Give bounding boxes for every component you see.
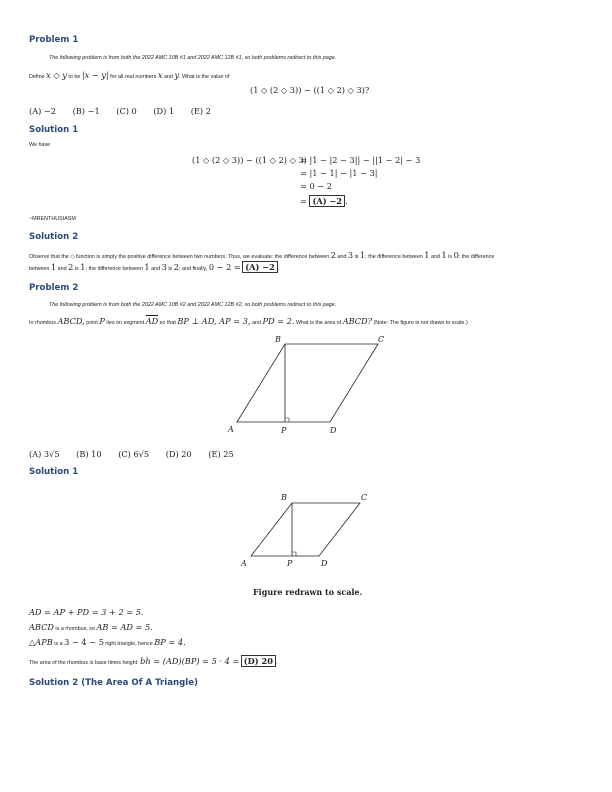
- problem2-choices: [29, 449, 248, 459]
- answer-choice: (C) 0: [116, 106, 137, 116]
- label-d: D: [330, 426, 337, 435]
- label-p: P: [281, 426, 287, 435]
- math-expr: AB = AD = 5.: [96, 622, 153, 632]
- label-b: B: [275, 335, 281, 344]
- label-c: C: [361, 493, 368, 502]
- rhombus-figure-2: [235, 488, 380, 572]
- math-expr: bh = (AD)(BP) = 5 · 4 =: [140, 656, 240, 666]
- text: ; and finally,: [178, 266, 208, 272]
- text: and: [151, 266, 161, 272]
- rhombus-outline: [251, 503, 360, 556]
- number: 1: [424, 250, 430, 260]
- label-b: B: [281, 493, 287, 502]
- solution-line2: = |1 − 1| − |1 − 3|: [300, 168, 378, 178]
- text: ; the difference between: [85, 266, 143, 272]
- stmt-text: and: [163, 74, 173, 80]
- math-expr: PD = 2.: [262, 316, 295, 326]
- answer-choice: (D) 1: [153, 106, 175, 116]
- math-var: ABCD: [29, 622, 54, 632]
- number: 1: [441, 250, 447, 260]
- stmt-text: for all real numbers: [110, 74, 157, 80]
- number: 2: [173, 262, 179, 272]
- stmt-text: . What is the value of: [179, 74, 230, 80]
- number: 2: [68, 262, 74, 272]
- answer-choice: (C) 6√5: [118, 449, 150, 459]
- equation-rhombus: [29, 622, 153, 632]
- problem1-note: The following problem is from both the 2022 AMC 10B #1 and 2022 AMC 12B #1, so both problems redirect to this page.: [49, 55, 337, 61]
- author-signature[interactable]: ~MRENTHUSIASM: [29, 216, 76, 222]
- boxed-answer-text: (A) −2: [245, 262, 275, 272]
- solution-line1: = |1 − |2 − 3|| − ||1 − 2| − 3: [300, 155, 421, 165]
- area-statement: [29, 656, 277, 666]
- label-p: P: [287, 559, 293, 568]
- equation-triangle: [29, 637, 186, 647]
- text: right triangle, hence: [105, 641, 153, 647]
- math-var: ABCD?: [342, 316, 372, 326]
- rhombus-outline: [237, 344, 378, 422]
- answer-choice: (B) 10: [76, 449, 102, 459]
- period: .: [345, 196, 348, 206]
- number: 1: [80, 262, 86, 272]
- label-a: A: [228, 425, 234, 434]
- text: is a rhombus, so: [55, 626, 95, 632]
- answer-choice: (E) 2: [190, 106, 211, 116]
- boxed-answer-text: (A) −2: [312, 196, 342, 206]
- text: In rhombus: [29, 320, 56, 326]
- problem2-statement: [29, 316, 468, 326]
- answer-choice: (E) 25: [208, 449, 234, 459]
- boxed-answer-text: (D) 20: [243, 656, 273, 666]
- text: What is the area of: [295, 320, 342, 326]
- problem1-heading: Problem 1: [29, 35, 79, 45]
- text: between: [29, 266, 50, 272]
- text: ; the difference: [458, 254, 495, 260]
- answer-choice: (A) 3√5: [29, 449, 60, 459]
- label-c: C: [378, 335, 385, 344]
- answer-choice: (D) 20: [165, 449, 192, 459]
- equation-ad: AD = AP + PD = 3 + 2 = 5.: [29, 607, 144, 617]
- problem2-note: The following problem is from both the 2022 AMC 10B #2 and 2022 AMC 12B #2, so both problems redirect to this page.: [49, 302, 337, 308]
- text: is: [74, 266, 79, 272]
- text: ; the difference between: [365, 254, 423, 260]
- boxed-answer: [309, 195, 345, 207]
- text: is a: [54, 641, 63, 647]
- text: point: [86, 320, 98, 326]
- label-d: D: [321, 559, 328, 568]
- math-var: $\overline{AD}$: [145, 316, 159, 326]
- problem1-statement: [29, 70, 229, 80]
- number: 0: [453, 250, 459, 260]
- period: .: [277, 266, 280, 272]
- math-var: P: [99, 316, 105, 326]
- equals-sign: =: [300, 196, 307, 206]
- problem1-display-expr: (1 ◇ (2 ◇ 3)) − ((1 ◇ 2) ◇ 3)?: [250, 85, 370, 95]
- number: 1: [144, 262, 150, 272]
- solution-line4: [300, 196, 348, 206]
- text: lies on segment: [106, 320, 145, 326]
- answer-choice: (A) −2: [29, 106, 56, 116]
- stmt-text: to be: [68, 74, 81, 80]
- text: The area of the rhombus is base times height:: [29, 660, 139, 666]
- number: 1: [50, 262, 57, 272]
- figure-caption: Figure redrawn to scale.: [253, 587, 363, 597]
- stmt-text: Define: [29, 74, 45, 80]
- math-var: △APB: [29, 637, 53, 647]
- boxed-answer: [241, 655, 276, 667]
- math-expr: BP = 4.: [154, 637, 186, 647]
- solution2-text-line1: [29, 250, 494, 260]
- answer-choice: (B) −1: [72, 106, 100, 116]
- rhombus-figure-1: [220, 334, 400, 438]
- boxed-answer: [242, 261, 278, 273]
- p1-solution1-heading: Solution 1: [29, 125, 79, 135]
- math-expr: BP ⊥ AD, AP = 3,: [177, 316, 251, 326]
- period: .: [275, 660, 278, 666]
- text: and: [57, 266, 67, 272]
- p2-solution2-heading: Solution 2 (The Area Of A Triangle): [29, 678, 198, 688]
- math-expr: 3 − 4 − 5: [64, 637, 104, 647]
- p1-solution2-heading: Solution 2: [29, 232, 79, 242]
- text: Observe that the ◇ function is simply the positive difference between two numbers. Thus, we evaluate: the difference between: [29, 254, 330, 260]
- stmt-expr: |x − y|: [81, 70, 109, 80]
- right-angle-mark: [292, 552, 296, 556]
- number: 2: [330, 250, 336, 260]
- math-var: ABCD,: [57, 316, 85, 326]
- text: and: [337, 254, 347, 260]
- text: (Note: The figure is not drawn to scale.): [373, 320, 468, 326]
- solution-line3: = 0 − 2: [300, 181, 332, 191]
- text: is: [168, 266, 173, 272]
- number: 3: [347, 250, 354, 260]
- right-angle-mark: [285, 418, 289, 422]
- solution-lhs: (1 ◇ (2 ◇ 3)) − ((1 ◇ 2) ◇ 3): [192, 155, 307, 165]
- stmt-expr: x ◇ y: [46, 70, 67, 80]
- stmt-var: y: [174, 70, 180, 80]
- stmt-var: x: [157, 70, 163, 80]
- text: and: [430, 254, 440, 260]
- label-a: A: [241, 559, 247, 568]
- number: 1: [360, 250, 366, 260]
- text: and: [251, 320, 261, 326]
- math-expr: 0 − 2 =: [208, 262, 241, 272]
- p2-solution1-heading: Solution 1: [29, 467, 79, 477]
- solution2-text-line2: [29, 262, 279, 272]
- we-have-text: We have: [29, 142, 51, 148]
- problem2-heading: Problem 2: [29, 283, 79, 293]
- text: so that: [159, 320, 176, 326]
- number: 3: [161, 262, 167, 272]
- text: is: [448, 254, 453, 260]
- text: is: [354, 254, 359, 260]
- problem1-choices: [29, 106, 225, 116]
